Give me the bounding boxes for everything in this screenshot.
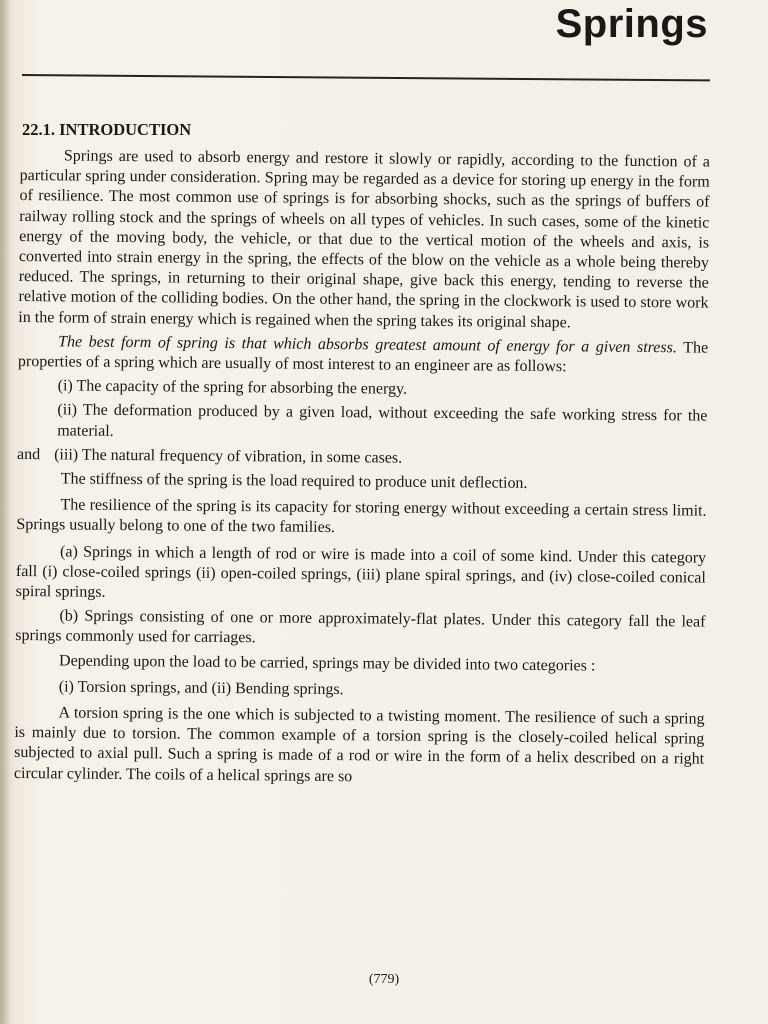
best-form-italic: The best form of spring is that which absorbs greatest amount of energy for a given stress. [58,333,677,357]
paragraph-resilience: The resilience of the spring is its capacity for storing energy without exceeding a certain stress limit. Springs usually belong to one of the two families. [16,496,707,537]
properties-intro: The properties of a spring which are usually of most interest to an engineer are as follows: [17,339,709,376]
chapter-title: Springs [555,2,708,46]
paragraph-family-b: (b) Springs consisting of one or more approximately-flat plates. Under this category fall the leaf springs commonly used for carriages. [15,607,706,647]
list-item-deformation: (ii) The deformation produced by a given load, without exceeding the safe working stress for the material. [57,401,708,440]
section-heading: 22.1. INTRODUCTION [22,120,192,139]
frequency-text: (iii) The natural frequency of vibration, in some cases. [54,446,403,467]
body-text [14,146,710,794]
paragraph-torsion: A torsion spring is the one which is subjected to a twisting moment. The resilience of such a spring is mainly due to torsion. The common example of a torsion spring is the closely-coiled helical spring subjected to axial pull. Such a spring is made of a rod or wire in the form of a helix described on a right circular cylinder. The coils of a helical springs are so [13,704,705,785]
title-rule [22,74,710,81]
page-number: (779) [368,972,400,987]
list-item-capacity: (i) The capacity of the spring for absorbing the energy. [57,377,408,398]
paragraph-best-form [18,332,708,379]
page-gutter-shadow [0,0,10,1024]
paragraph-family-a: (a) Springs in which a length of rod or wire is made into a coil of some kind. Under this category fall (i) close-coiled springs (ii) open-coiled springs, (iii) plane spiral springs, and (iv) close-coiled conical spiral springs. [15,543,707,601]
paragraph-intro: Springs are used to absorb energy and restore it slowly or rapidly, according to the function of a particular spring under consideration. Spring may be regarded as a device for storing up energy in the form of resilience. The most common use of springs is for absorbing shocks, such as the springs of buffers of railway rolling stock and the springs of wheels on all types of vehicles. In such cases, some of the kinetic energy of the moving body, the vehicle, or that due to the vertical motion of the wheels and axis, is converted into strain energy in the spring, the effects of the blow on the vehicle as a whole being thereby reduced. The springs, in returning to their original shape, give back this energy, tending to reverse the relative motion of the colliding bodies. On the other hand, the spring in the clockwork is used to store work in the form of strain energy which is regained when the spring takes its original shape. [18,147,710,331]
paragraph-categories-list: (i) Torsion springs, and (ii) Bending springs. [58,678,344,699]
paragraph-stiffness: The stiffness of the spring is the load required to produce unit deflection. [60,470,528,492]
paragraph-categories: Depending upon the load to be carried, springs may be divided into two categories : [58,652,596,675]
and-prefix: and [16,445,41,464]
list-item-frequency [17,445,707,472]
